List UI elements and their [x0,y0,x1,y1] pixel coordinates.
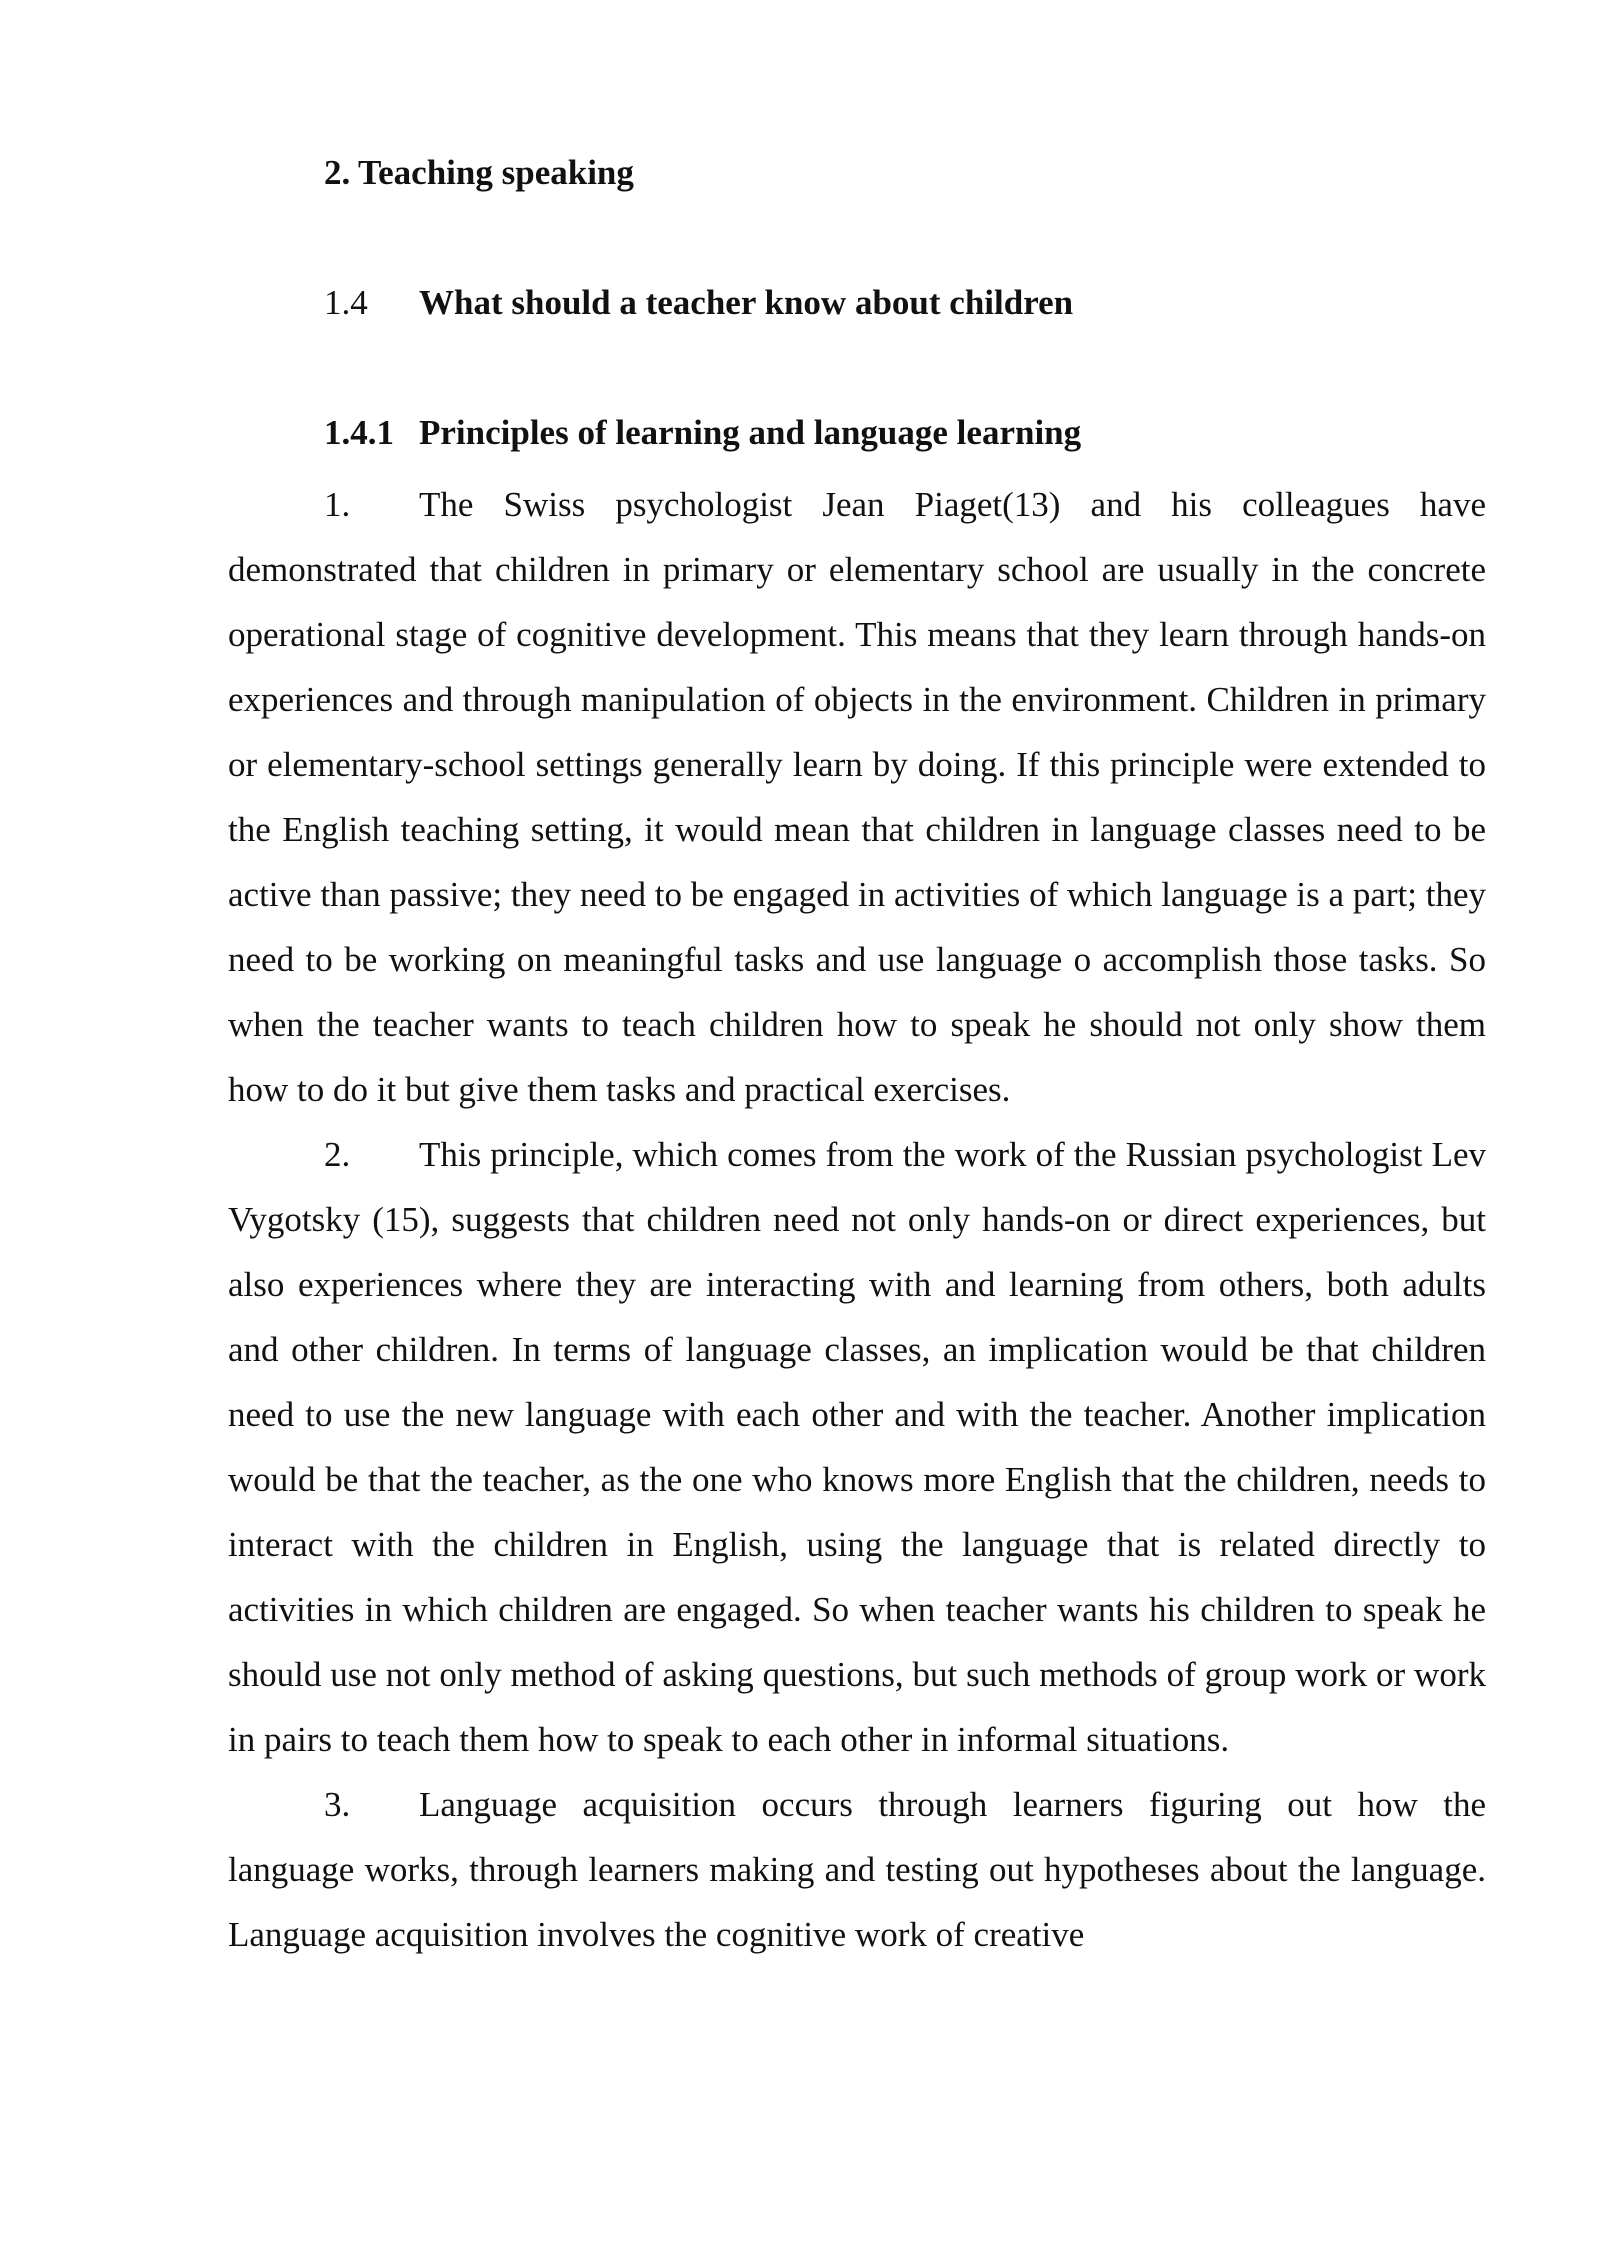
paragraph-text: Language acquisition occurs through learners figuring out how the language works, through learners making and testing out hypotheses about the language. Language acquisition involves the cognitive work of creative [228,1785,1486,1954]
paragraph-text: The Swiss psychologist Jean Piaget(13) and his colleagues have demonstrated that children in primary or elementary school are usually in the concrete operational stage of cognitive development. This means that they learn through hands-on experiences and through manipulation of objects in the environment. Children in primary or elementary-school settings generally learn by doing. If this principle were extended to the English teaching setting, it would mean that children in language classes need to be active than passive; they need to be engaged in activities of which language is a part; they need to be working on meaningful tasks and use language o accomplish those tasks. So when the teacher wants to teach children how to speak he should not only show them how to do it but give them tasks and practical exercises. [228,485,1486,1109]
paragraph-number: 2. [324,1135,351,1174]
body-text [228,472,1486,1967]
paragraph-text: This principle, which comes from the work of the Russian psychologist Lev Vygotsky (15), suggests that children need not only hands-on or direct experiences, but also experiences where they are interacting with and learning from others, both adults and other children. In terms of language classes, an implication would be that children need to use the new language with each other and with the teacher. Another implication would be that the teacher, as the one who knows more English that the children, needs to interact with the children in English, using the language that is related directly to activities in which children are engaged. So when teacher wants his children to speak he should use not only method of asking questions, but such methods of group work or work in pairs to teach them how to speak to each other in informal situations. [228,1135,1486,1759]
paragraph-number: 1. [324,485,351,524]
paragraph [228,472,1486,1122]
subsubsection-heading [324,413,1081,453]
subsubsection-title: Principles of learning and language learning [419,413,1082,452]
subsection-title: What should a teacher know about children [419,283,1074,322]
paragraph-number: 3. [324,1785,351,1824]
subsection-number: 1.4 [324,283,368,322]
subsubsection-number: 1.4.1 [324,413,394,452]
subsection-heading [324,283,1073,323]
paragraph [228,1122,1486,1772]
section-title: Teaching speaking [358,153,634,192]
section-number: 2. [324,153,351,192]
paragraph [228,1772,1486,1967]
section-heading [324,153,634,193]
